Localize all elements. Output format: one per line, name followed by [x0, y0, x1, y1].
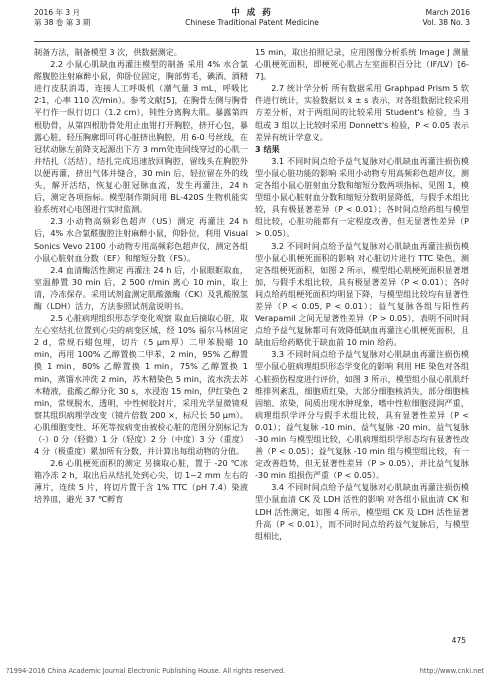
header-date-en: March 2016	[425, 8, 470, 17]
paragraph: 2.4 血清酶活性测定 再灌注 24 h 后，小鼠眼眶取血，室温静置 30 min 后，2 500 r/min 离心 10 min，取上清，冷冻保存。采用试剂盒测定肌酸激酶（CK）及乳酸脱氢酶（LDH）活力，方法参照试剂盒说明书。	[34, 264, 248, 311]
paragraph: 2.3 小动物高频彩色超声（US）测定 再灌注 24 h 后，4% 水合氯醛腹腔注射麻醉小鼠，仰卧位，利用 Visual Sonics Vevo 2100 小动物专用高频彩色超声仪，测定各组小鼠心脏射血分数（EF）和缩短分数（FS）。	[34, 216, 248, 263]
paragraph: 3.2 不同时间点给予益气复脉对心肌缺血再灌注损伤模型小鼠心肌梗死面积的影响 对心脏切片进行 TTC 染色，测定各组梗死面积，如图 2 所示，模型组心肌梗死面积显著增加，与假手术组比较，具有极显著差异（P < 0.01）；各时间点给药组梗死面积均明显下降，与模型组比较均有显著性差异（P < 0.05, P < 0.01）；益气复脉各组与阳性药 Verapamil 之间无显著性差异（P > 0.05），表明不同时间点给予益气复脉都可有效降低缺血再灌注心肌梗死面积，且缺血后给药略优于缺血前 10 min 给药。	[255, 240, 469, 348]
left-column	[34, 46, 248, 506]
journal-title-en: Chinese Traditional Patent Medicine	[185, 18, 319, 27]
page-header	[34, 8, 470, 42]
journal-title-cn: 中 成 药	[231, 8, 273, 18]
paragraph: 3.1 不同时间点给予益气复脉对心肌缺血再灌注损伤模型小鼠心脏功能的影响 采用小动物专用高频彩色超声仪，测定各组小鼠心脏射血分数和缩短分数两项指标，见图 1，模型组小鼠心脏射血分数和缩短分数明显降低，与假手术组比较，具有极显著差异（P < 0.01）；各时间点给药组与模型组比较，心脏功能都有一定程度改善，但无显著性差异（P > 0.05）。	[255, 155, 469, 239]
footer-website-link[interactable]: http://www.cnki.net	[419, 667, 484, 675]
paragraph: 2.7 统计学分析 所有数据采用 Graphpad Prism 5 软件进行统计，实验数据以 x̄ ± s 表示，对各组数据比较采用方差分析，对于两组间的比较采用 Student's 检验，当 3 组或 3 组以上比较时采用 Donnett's 检验，P < 0.05 表示差异有统计学意义。	[255, 83, 469, 142]
section-heading: 3 结果	[255, 143, 280, 154]
header-date-cn: 2016 年 3 月	[34, 8, 81, 17]
paragraph: 2.2 小鼠心肌缺血再灌注模型的制备 采用 4% 水合氯醛腹腔注射麻醉小鼠，仰卧位固定，胸部剪毛，碘酒、酒精进行皮肤消毒，连接人工呼吸机（潮气量 3 mL，呼吸比 2∶1，心率 110 次/min）。参考文献[5]，在胸骨左侧与胸骨平行作一纵行切口（1.2 cm），钝性分离胸大肌。暴露第四根肋骨，从第四根肋骨处用止血钳打开胸腔，挤开心包，暴露心脏，轻压胸廓即可将心脏挤出胸腔，用 6-0 号丝线，在冠状动脉左前降支起源出下方 3 mm处连同线穿过的心肌一并结扎（活结），结扎完成迅速放回胸腔，留线头在胸腔外以便再灌，挤出气体并缝合，30 min 后，轻拉留在外的线头，解开活结，恢复心脏冠脉血流，发生再灌注，24 h 后，测定各项指标。模型制作期间用 BL-420S 生物机能实验系统对心电图进行实时监测。	[34, 59, 248, 215]
header-right	[422, 8, 470, 28]
header-volume-en: Vol. 38 No. 3	[422, 18, 470, 27]
paragraph: 3.3 不同时间点给予益气复脉对心肌缺血再灌注损伤模型小鼠心脏病理组织形态学变化的影响 利用 HE 染色对各组心脏损伤程度进行评价，如图 3 所示，模型组小鼠心肌肌纤维排列紊乱，细胞质红染，大部分细胞核消失，部分细胞核固缩、浓染，间质出现水肿现象，嗜中性粒细胞浸润严重，病理组织学评分与假手术组比较，具有显著性差异（P < 0.01）；益气复脉 -10 min、益气复脉 -20 min、益气复脉 -30 min 与模型组比较，心肌病理组织学形态均有显著性改善（P < 0.05）；益气复脉 -10 min 组与模型组比较，有一定改善趋势，但无显著性差异（P > 0.05），并比益气复脉 -30 min 组损伤严重（P < 0.05）。	[255, 349, 469, 481]
header-rule	[34, 41, 470, 42]
paragraph: 制备方法，制备模型 3 次，供数据测定。	[34, 47, 182, 57]
header-center	[34, 8, 470, 28]
right-column	[255, 46, 469, 542]
page-number: 475	[451, 636, 466, 645]
paragraph: 2.6 心肌梗死面积的测定 另摘取心脏，置于 -20 ℃冰箱冷冻 2 h，取出后从结扎处到心尖，切 1~2 mm 左右的薄片，连续 5 片，将切片置于含 1% TTC（pH 7.4）染液培养皿，避光 37 ℃孵育	[34, 458, 248, 505]
paragraph: 3.4 不同时间点给予益气复脉对心肌缺血再灌注损伤模型小鼠血清 CK 及 LDH 活性的影响 对各组小鼠血清 CK 和 LDH 活性测定，如图 4 所示，模型组 CK 及 LDH 活性显著升高（P < 0.01），而不同时间点给药益气复脉后，与模型组相比，	[255, 482, 469, 541]
paragraph: 2.5 心脏病理组织形态学变化观察 取血后摘取心脏，取左心室结扎位置到心尖的病变区域，经 10% 福尔马林固定 2 d，常规石蜡包埋，切片（5 μm厚）二甲苯脱蜡 10 min，再用 100% 乙醇置换二甲苯，2 min，95% 乙醇置换 1 min，80% 乙醇置换 1 min，75% 乙醇置换 1 min，蒸馏水冲洗 2 min，苏木精染色 5 min，流水洗去苏木精液，盐酸乙醇分化 30 s，水浸泡 15 min，伊红染色 2 min，常规脱水，透明，中性树胶封片，采用光学显微镜观察其组织病理学改变（镜片倍数 200 ×，标尺长 50 μm）。心肌细胞变性、坏死等按病变由被检心脏的范围分别标记为（-）0 分（轻微）1 分（轻度）2 分（中度）3 分（重度）4 分（极重度）累加所有分数，并计算出每组动物的分值。	[34, 313, 248, 457]
paragraph: 15 min，取出拍照记录，应用图像分析系统 Image J 测量心肌梗死面积，即梗死心肌占左室面积百分比（IF/LV）[6-7]。	[255, 47, 469, 82]
copyright-notice: ?1994-2016 China Academic Journal Electronic Publishing House. All rights reserved.	[6, 667, 286, 675]
header-volume-cn: 第 38 卷 第 3 期	[34, 18, 91, 27]
page-footer	[6, 667, 484, 675]
